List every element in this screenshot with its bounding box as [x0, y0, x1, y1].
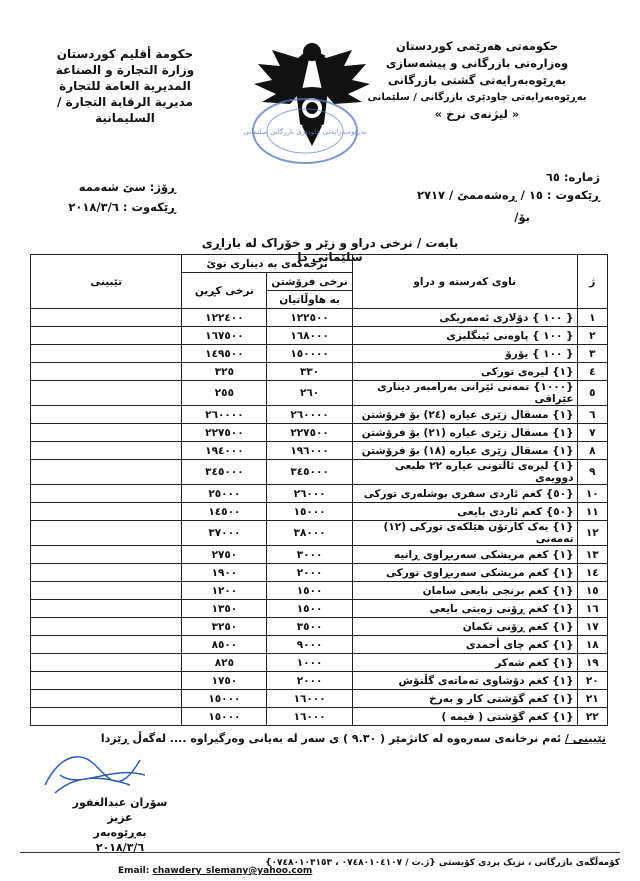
- row-number: ٢٠: [577, 672, 607, 690]
- table-row: [31, 485, 608, 503]
- row-item-name: {١} لیرەی تورکی: [352, 363, 577, 381]
- email-link[interactable]: chawdery_slemany@yahoo.com: [152, 866, 313, 876]
- note-label: تێبینی /: [564, 732, 606, 745]
- row-number: ٤: [577, 363, 607, 381]
- col-header-number: ژ: [577, 255, 607, 309]
- row-sell-price: ١٠٠٠: [267, 654, 352, 672]
- col-header-sell-sub: بە هاوڵاتیان: [267, 291, 352, 309]
- row-number: ٢٢: [577, 708, 607, 726]
- row-notes: [31, 672, 182, 690]
- header-arabic: [30, 46, 220, 126]
- row-buy-price: ١٤٥٠٠: [182, 503, 267, 521]
- header-kurdish-line5: « لیژنەی نرخ »: [434, 107, 520, 121]
- row-sell-price: ١٥٠٠: [267, 600, 352, 618]
- table-row: [31, 327, 608, 345]
- table-row: [31, 690, 608, 708]
- row-number: ١٨: [577, 636, 607, 654]
- row-number: ٦: [577, 406, 607, 424]
- row-buy-price: ٣٤٥٠٠٠: [182, 460, 267, 485]
- row-item-name: {١} مسقال زێری عیارە (١٨) بۆ فرۆشتن: [352, 442, 577, 460]
- row-sell-price: ٢٦٠٠٠: [267, 485, 352, 503]
- row-number: ١٤: [577, 564, 607, 582]
- row-number: ٥: [577, 381, 607, 406]
- row-sell-price: ٣٨٠٠٠: [267, 521, 352, 546]
- row-sell-price: ٣٥٠٠: [267, 618, 352, 636]
- row-sell-price: ١٦٨٠٠٠: [267, 327, 352, 345]
- note-text: ئەم نرخانەی سەرەوە لە کاتژمێر ( ٩.٣٠ ) ی سەر لە بەیانی وەرگیراوە .... لەگەڵ ڕێزدا: [100, 732, 562, 745]
- row-sell-price: ١٦٠٠٠: [267, 690, 352, 708]
- official-stamp: [243, 96, 367, 166]
- row-buy-price: ١٢٠٠: [182, 582, 267, 600]
- footer-email-line: [118, 866, 312, 876]
- row-item-name: {١} کغم ڕۆنی زەیتی بایعی: [352, 600, 577, 618]
- row-notes: [31, 485, 182, 503]
- row-notes: [31, 345, 182, 363]
- row-buy-price: ٢٦٠٠٠٠: [182, 406, 267, 424]
- row-item-name: {٥٠} کغم ئاردی سفری بوشلەری تورکی: [352, 485, 577, 503]
- table-row: [31, 636, 608, 654]
- table-row: [31, 672, 608, 690]
- header-kurdish-line3: بەڕێوەبەرایەتی گشتی بازرگانی: [387, 73, 567, 87]
- col-header-buy: نرخی کڕین: [182, 273, 267, 309]
- row-buy-price: ١٦٧٥٠٠: [182, 327, 267, 345]
- col-header-item: ناوی کەرستە و دراو: [352, 255, 577, 309]
- row-item-name: { ١٠٠ } دۆلاری ئەمەریکی: [352, 309, 577, 327]
- row-item-name: {١} کغم ڕۆنی تکمان: [352, 618, 577, 636]
- price-table: [30, 254, 608, 726]
- row-number: ٢١: [577, 690, 607, 708]
- row-buy-price: ٣٢٥٠: [182, 618, 267, 636]
- header-arabic-line2: وزارة التجارة و الصناعة: [55, 63, 195, 77]
- col-header-price-group: نرخەکەی بە دیناری نوێ: [182, 255, 352, 273]
- row-buy-price: ٢٧٥٠: [182, 546, 267, 564]
- table-row: [31, 708, 608, 726]
- row-buy-price: ١٩٤٠٠٠: [182, 442, 267, 460]
- row-buy-price: ٨٥٠٠: [182, 636, 267, 654]
- row-buy-price: ٨٢٥: [182, 654, 267, 672]
- row-buy-price: ١٥٠٠٠: [182, 690, 267, 708]
- row-buy-price: ١٢٢٤٠٠: [182, 309, 267, 327]
- note-line: [46, 732, 606, 745]
- row-number: ١: [577, 309, 607, 327]
- row-notes: [31, 521, 182, 546]
- row-sell-price: ٢٢٧٥٠٠: [267, 424, 352, 442]
- row-item-name: {١} مسقال زێری عیارە (٢٤) بۆ فرۆشتن: [352, 406, 577, 424]
- date-gregorian: ڕێکەوت : ٢٠١٨/٣/٦: [68, 200, 176, 214]
- row-buy-price: ١٧٥٠: [182, 672, 267, 690]
- row-item-name: {١} کغم چای أحمدی: [352, 636, 577, 654]
- signatory-title: بەڕێوەبەر: [93, 826, 147, 839]
- row-item-name: {٥٠} کغم ئاردی بایعی: [352, 503, 577, 521]
- row-notes: [31, 636, 182, 654]
- recipient: بۆ/: [514, 210, 530, 224]
- row-sell-price: ٣٤٥٠٠٠: [267, 460, 352, 485]
- table-row: [31, 363, 608, 381]
- table-row: [31, 654, 608, 672]
- table-row: [31, 460, 608, 485]
- row-item-name: {١} کغم گۆشتی ( قیمە ): [352, 708, 577, 726]
- row-buy-price: ٢٢٧٥٠٠: [182, 424, 267, 442]
- row-item-name: {١} کغم مریشکی سەربڕاوی تورکی: [352, 564, 577, 582]
- row-number: ١٩: [577, 654, 607, 672]
- day-label: ڕۆژ: سێ شەممە: [78, 180, 176, 194]
- footer-address: کۆمەڵگەی بازرگانی ، نزیک پردی کۆیستی {ژ.ت / ٠٧٤٨٠١٠٤١٠٧ ، ٠٧٤٨٠١٠٣١٥٣}: [265, 858, 620, 868]
- table-row: [31, 406, 608, 424]
- row-buy-price: ١٣٥٠: [182, 600, 267, 618]
- row-notes: [31, 327, 182, 345]
- table-row: [31, 381, 608, 406]
- row-sell-price: ١٢٢٥٠٠: [267, 309, 352, 327]
- row-sell-price: ١٦٠٠٠: [267, 708, 352, 726]
- row-sell-price: ٢٦٠: [267, 381, 352, 406]
- row-item-name: {١} کغم شەکر: [352, 654, 577, 672]
- row-buy-price: ٣٢٥: [182, 363, 267, 381]
- row-buy-price: ١٥٠٠٠: [182, 708, 267, 726]
- header-kurdish-line4: بەڕێوەبەرایەتی چاودێری بازرگانی / سلێمانی: [367, 92, 587, 103]
- signatory-name: سۆران عبدالغفور عزیز: [72, 796, 168, 824]
- row-sell-price: ١٥٠٠: [267, 582, 352, 600]
- header-arabic-line4: مديرية الرقابة التجارة / السليمانية: [57, 95, 193, 125]
- row-number: ١٧: [577, 618, 607, 636]
- table-row: [31, 618, 608, 636]
- row-notes: [31, 690, 182, 708]
- row-buy-price: ١٤٩٥٠٠: [182, 345, 267, 363]
- row-notes: [31, 708, 182, 726]
- row-notes: [31, 460, 182, 485]
- row-number: ١٢: [577, 521, 607, 546]
- row-item-name: {١٠٠٠} تمەنی ئێرانی بەرامبەر دیناری عێراقی: [352, 381, 577, 406]
- header-kurdish: [362, 38, 592, 123]
- row-item-name: { ١٠٠ } یۆرۆ: [352, 345, 577, 363]
- row-notes: [31, 654, 182, 672]
- row-number: ٨: [577, 442, 607, 460]
- row-sell-price: ٩٠٠٠: [267, 636, 352, 654]
- signature-date: ٢٠١٨/٣/٦: [95, 841, 145, 854]
- footer-divider: [20, 852, 620, 853]
- email-label: Email:: [118, 866, 150, 876]
- row-item-name: {١} کغم برنجی بایعی سامان: [352, 582, 577, 600]
- row-notes: [31, 503, 182, 521]
- row-number: ١١: [577, 503, 607, 521]
- header-arabic-line1: حكومة أقليم كوردستان: [56, 47, 194, 61]
- stamp-text: بەڕێوەبەرایەتی چاودێری بازرگانی سلێمانی: [243, 128, 367, 136]
- table-row: [31, 503, 608, 521]
- row-number: ١٦: [577, 600, 607, 618]
- table-row: [31, 424, 608, 442]
- row-item-name: {١} مسقال زێری عیارە (٢١) بۆ فرۆشتن: [352, 424, 577, 442]
- header-kurdish-line2: وەزارەتی بازرگانی و پیشەسازی: [385, 56, 569, 70]
- row-item-name: { ١٠٠ } پاوەنی ئینگلیزی: [352, 327, 577, 345]
- col-header-notes: تێبینی: [31, 255, 182, 309]
- row-notes: [31, 564, 182, 582]
- price-table-body: [31, 309, 608, 726]
- row-notes: [31, 381, 182, 406]
- table-row: [31, 546, 608, 564]
- row-buy-price: ٢٥٠٠٠: [182, 485, 267, 503]
- row-number: ٣: [577, 345, 607, 363]
- row-number: ٢: [577, 327, 607, 345]
- row-number: ١٥: [577, 582, 607, 600]
- row-notes: [31, 600, 182, 618]
- row-notes: [31, 309, 182, 327]
- row-sell-price: ٢٠٠٠: [267, 564, 352, 582]
- row-notes: [31, 442, 182, 460]
- row-notes: [31, 406, 182, 424]
- row-item-name: {١} کغم گۆشتی کار و بەرخ: [352, 690, 577, 708]
- row-sell-price: ٣٣٠: [267, 363, 352, 381]
- table-row: [31, 600, 608, 618]
- document-number: ژمارە: ٦٥: [545, 170, 600, 184]
- table-row: [31, 582, 608, 600]
- row-sell-price: ٢٦٠٠٠٠: [267, 406, 352, 424]
- signature-block: [60, 795, 180, 855]
- header-kurdish-line1: حکومەتی هەرێمی کوردستان: [395, 39, 559, 53]
- col-header-sell: نرخی فرۆشتن: [267, 273, 352, 291]
- row-notes: [31, 424, 182, 442]
- row-sell-price: ١٥٠٠٠٠: [267, 345, 352, 363]
- date-kurdish: ڕێکەوت : ١٥ / ڕەشەممێ / ٢٧١٧: [416, 188, 600, 202]
- row-buy-price: ٣٧٠٠٠: [182, 521, 267, 546]
- row-number: ٧: [577, 424, 607, 442]
- row-number: ١٠: [577, 485, 607, 503]
- row-sell-price: ١٥٠٠٠: [267, 503, 352, 521]
- row-notes: [31, 363, 182, 381]
- row-item-name: {١} کغم دۆشاوی تەماتەی گڵنۆش: [352, 672, 577, 690]
- table-row: [31, 309, 608, 327]
- row-sell-price: ١٩٦٠٠٠: [267, 442, 352, 460]
- row-sell-price: ٣٠٠٠: [267, 546, 352, 564]
- table-row: [31, 442, 608, 460]
- row-sell-price: ٢٠٠٠: [267, 672, 352, 690]
- row-item-name: {١} یەک کارتۆن هێلکەی تورکی (١٢) تەمەنی: [352, 521, 577, 546]
- row-notes: [31, 618, 182, 636]
- row-notes: [31, 546, 182, 564]
- table-row: [31, 521, 608, 546]
- row-buy-price: ٢٥٥: [182, 381, 267, 406]
- table-row: [31, 345, 608, 363]
- row-notes: [31, 582, 182, 600]
- row-buy-price: ١٩٠٠: [182, 564, 267, 582]
- row-item-name: {١} کغم مریشکی سەربڕاوی ڕانیە: [352, 546, 577, 564]
- table-row: [31, 564, 608, 582]
- subject-line: بابەت / نرخی دراو و زێر و خۆراک لە بازاڕی سلێمانی دا: [201, 236, 459, 264]
- row-number: ١٣: [577, 546, 607, 564]
- row-item-name: {١} لیرەی ئاڵتونی عیارە ٢٢ طبعی دوویەی: [352, 460, 577, 485]
- row-number: ٩: [577, 460, 607, 485]
- header-arabic-line3: المديرية العامة للتجارة: [59, 79, 191, 93]
